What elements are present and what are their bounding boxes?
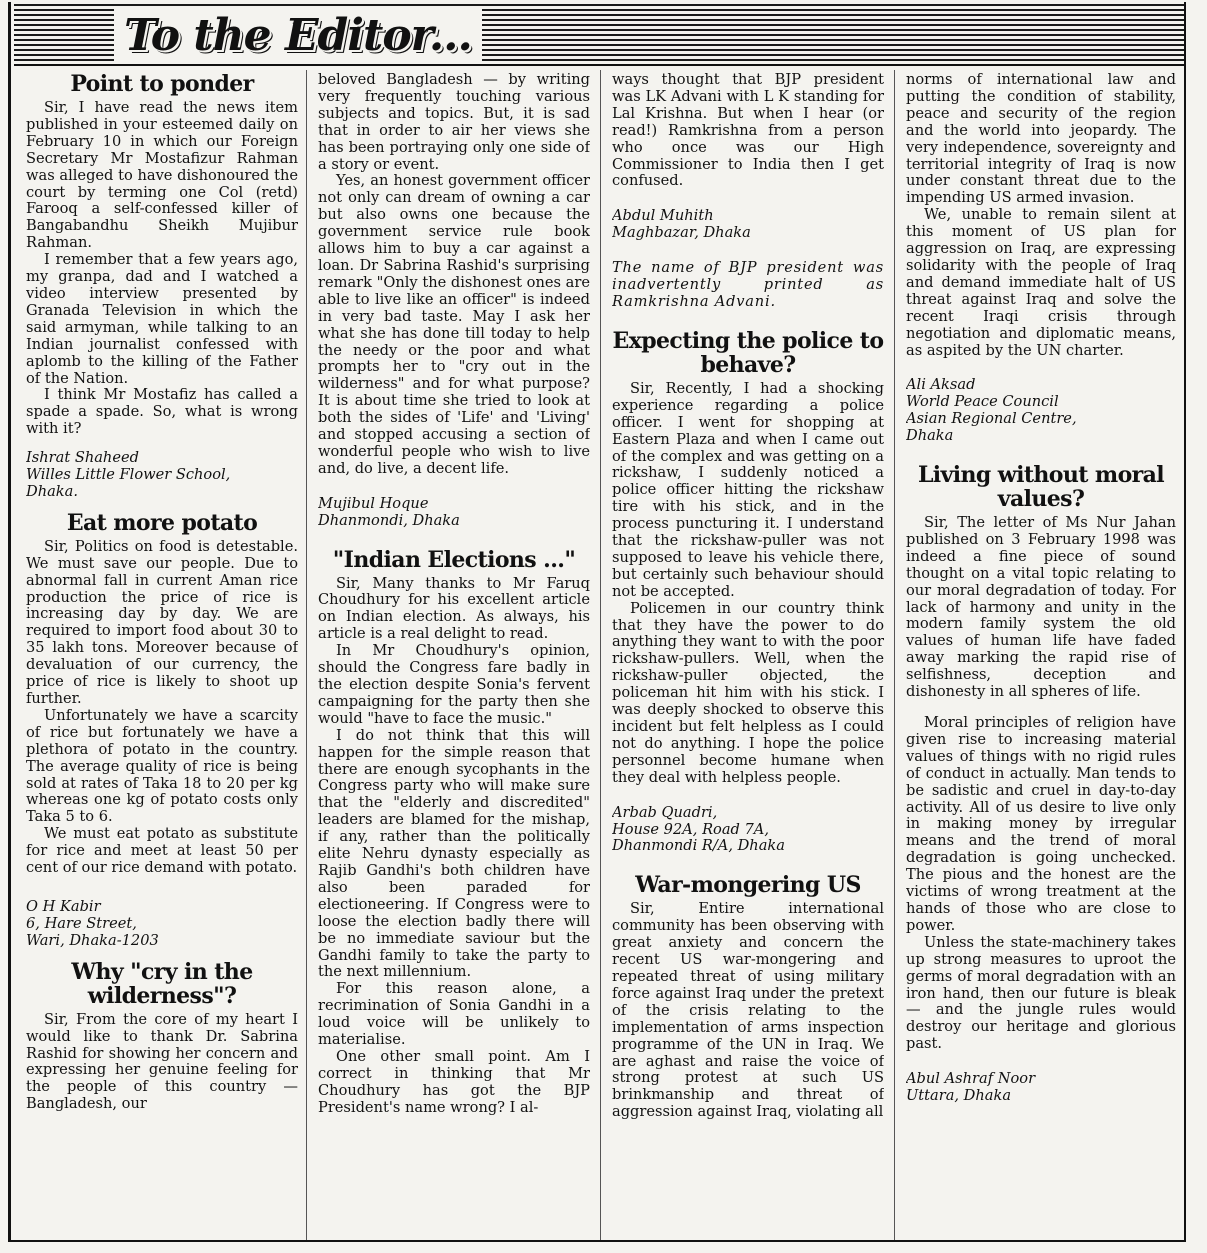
signature-address: Asian Regional Centre, [906,410,1077,428]
letter-headline: Point to ponder [70,72,254,97]
letter-paragraph: norms of international law and putting the condition of stability, peace and security of the region and the world into jeopardy. The very independence, sovereignty and territorial integrity of Iraq is now under constant threat due to the impending US armed invasion. [906,72,1176,207]
section-masthead [14,4,1184,62]
column-divider [894,70,895,1240]
letter-war-mongering-us-continued [906,72,1176,445]
signature-name: Abdul Muhith [612,207,714,225]
letter-living-without-moral-values [906,463,1176,1105]
letter-signature [26,899,298,950]
signature-name: Ali Aksad [906,376,976,394]
letter-paragraph: Yes, an honest government officer not only can dream of owning a car but also owns one because the government service rule book allows him to buy a car against a loan. Dr Sabrina Rashid's surprising remark "Only the dishonest ones are able to live like an officer" is indeed in very bad taste. May I ask her what she has done till today to help the needy or the poor and what prompts her to "cry out in the wilderness" and for what purpose? It is about time she tried to look at both the sides of 'Life' and 'Living' and stopped accusing a section of wonderful people who wish to live and, do live, a decent life. [318,172,590,477]
signature-address: Dhaka. [26,482,78,500]
signature-name: Arbab Quadri, [612,803,718,821]
letter-signature [612,805,884,856]
letter-headline: War-mongering US [635,872,861,899]
signature-name: Ishrat Shaheed [26,449,139,467]
signature-address: House 92A, Road 7A, [612,820,769,838]
letter-indian-elections [318,548,590,1117]
signature-name: O H Kabir [26,897,101,915]
letter-paragraph: Sir, From the core of my heart I would like to thank Dr. Sabrina Rashid for showing her concern and expressing her genuine feeling for the people of this country — Bangladesh, our [26,1010,298,1113]
letter-signature [906,377,1176,445]
letter-eat-more-potato [26,511,298,950]
letter-cry-in-the-wilderness-continued [318,72,590,530]
column-4 [906,72,1176,1232]
letter-headline: "Indian Elections ..." [332,546,576,573]
letter-signature [612,208,884,242]
signature-address: 6, Hare Street, [26,914,137,932]
letter-expecting-the-police [612,329,884,855]
letter-signature [906,1071,1176,1105]
letter-paragraph: Sir, I have read the news item published in your esteemed daily on February 10 in which our Foreign Secretary Mr Mostafizur Rahman was alleged to have dishonoured the court by terming one Col (retd) Farooq a self-confessed killer of Bangabandhu Sheikh Mujibur Rahman. [26,99,298,252]
letter-paragraph: I do not think that this will happen for the simple reason that there are enough sycophants in the Congress party who will make sure that the "elderly and discredited" leaders are blamed for the mishap, if any, rather than the politically elite Nehru dynasty especially as Rajib Gandhi's both children have also been paraded for electioneering. If Congress were to loose the election badly there will be no immediate saviour but the Gandhi family to take the party to the next millennium. [318,726,590,981]
signature-name: Abul Ashraf Noor [906,1070,1036,1088]
letter-paragraph: Sir, Many thanks to Mr Faruq Choudhury for his excellent article on Indian election. As always, his article is a real delight to read. [318,574,590,643]
column-divider [306,70,307,1240]
letter-paragraph: I remember that a few years ago, my granpa, dad and I watched a video interview presented by Granada Television in which the said armyman, while talking to an Indian journalist confessed with aplomb to the killing of the Father of the Nation. [26,251,298,387]
letter-paragraph: We must eat potato as substitute for rice and meet at least 50 per cent of our rice demand with potato. [26,825,298,877]
letter-point-to-ponder [26,72,298,501]
signature-address: World Peace Council [906,393,1059,411]
letter-headline: Expecting the police to behave? [612,327,884,378]
masthead-rule [14,64,1184,66]
letter-headline: Why "cry in the wilderness"? [71,958,253,1009]
letter-paragraph: Sir, Politics on food is detestable. We must save our people. Due to abnormal fall in current Aman rice production the price of rice is increasing day by day. We are required to import food about 30 to 35 lakh tons. Moreover because of devaluation of our currency, the price of rice is likely to shoot up further. [26,537,298,707]
signature-address: Uttara, Dhaka [906,1087,1012,1105]
letter-paragraph: Sir, The letter of Ms Nur Jahan published on 3 February 1998 was indeed a fine piece of sound thought on a vital topic relating to our moral degradation of today. For lack of harmony and unity in the modern family system the old values of human life have faded away marking the rapid rise of selfishness, deception and dishonesty in all spheres of life. [906,514,1176,701]
signature-address: Dhanmondi, Dhaka [318,511,460,529]
letter-paragraph: For this reason alone, a recrimination of Sonia Gandhi in a loud voice will be unlikely to materialise. [318,980,590,1049]
signature-address: Dhaka [906,427,954,445]
letter-indian-elections-continued [612,72,884,311]
letter-paragraph: In Mr Choudhury's opinion, should the Congress fare badly in the election despite Sonia's fervent campaigning for the party then she would "have to face the music." [318,642,590,727]
letter-paragraph: beloved Bangladesh — by writing very frequently touching various subjects and topics. But, it is sad that in order to air her views she has been portraying only one side of a story or event. [318,72,590,173]
column-1 [26,72,298,1232]
letter-paragraph: Unfortunately we have a scarcity of rice but fortunately we have a plethora of potato in the country. The average quality of rice is being sold at rates of Taka 18 to 20 per kg whereas one kg of potato costs only Taka 5 to 6. [26,706,298,826]
letter-paragraph: Sir, Recently, I had a shocking experience regarding a police officer. I went for shopping at Eastern Plaza and when I came out of the complex and was getting on a rickshaw, I suddenly noticed a police officer hitting the rickshaw tire with his stick, and in the process puncturing it. I understand that the rickshaw-puller was not supposed to leave his vehicle there, but certainly such behaviour should not be accepted. [612,379,884,600]
letter-headline: Living without moral values? [917,462,1165,513]
signature-name: Mujibul Hoque [318,494,429,512]
section-title: To the Editor... [114,8,482,64]
signature-address: Maghbazar, Dhaka [612,224,751,242]
signature-address: Dhanmondi R/A, Dhaka [612,837,785,855]
letter-paragraph: I think Mr Mostafiz has called a spade a spade. So, what is wrong with it? [26,386,298,438]
column-divider [600,70,601,1240]
letter-paragraph: Unless the state-machinery takes up strong measures to uproot the germs of moral degradation with an iron hand, then our future is bleak — and the jungle rules would destroy our heritage and glorious past. [906,933,1176,1053]
letter-paragraph: Sir, Entire international community has been observing with great anxiety and concern the recent US war-mongering and repeated threat of using military force against Iraq under the pretext of the crisis relating to the implementation of arms inspection programme of the UN in Iraq. We are aghast and raise the voice of strong protest at such US brinkmanship and threat of aggression against Iraq, violating all [612,900,884,1121]
letter-signature [26,450,298,501]
column-3 [612,72,884,1232]
letter-headline: Eat more potato [66,509,258,536]
letter-paragraph: ways thought that BJP president was LK Advani with L K standing for Lal Krishna. But when I hear (or read!) Ramkrishna from a person who once was our High Commissioner to India then I get confused. [612,72,884,190]
signature-address: Willes Little Flower School, [26,466,231,484]
letter-cry-in-the-wilderness [26,960,298,1113]
letter-paragraph: Moral principles of religion have given rise to increasing material values of things with no rigid rules of conduct in actually. Man tends to be sadistic and cruel in day-to-day activity. All of us desire to live only in making money by irregular means and the trend of moral degradation is going unchecked. The pious and the honest are the victims of wrong treatment at the hands of those who are close to power. [906,714,1176,934]
letter-signature [318,496,590,530]
letter-war-mongering-us [612,873,884,1121]
letter-paragraph: We, unable to remain silent at this moment of US plan for aggression on Iraq, are expressing solidarity with the people of Iraq and demand immediate halt of US threat against Iraq and solve the recent Iraqi crisis through negotiation and diplomatic means, as aspited by the UN charter. [906,206,1176,359]
letter-paragraph: One other small point. Am I correct in thinking that Mr Choudhury has got the BJP President's name wrong? I al- [318,1047,590,1116]
editor-note: The name of BJP president was inadvertently printed as Ramkrishna Advani. [612,259,884,310]
column-2 [318,72,590,1232]
signature-address: Wari, Dhaka-1203 [26,931,159,949]
letter-paragraph: Policemen in our country think that they have the power to do anything they want to with the poor rickshaw-pullers. Well, when the rickshaw-puller objected, the policeman hit him with his stick. I was deeply shocked to observe this incident but felt helpless as I could not do anything. I hope the police personnel become humane when they deal with helpless people. [612,599,884,786]
